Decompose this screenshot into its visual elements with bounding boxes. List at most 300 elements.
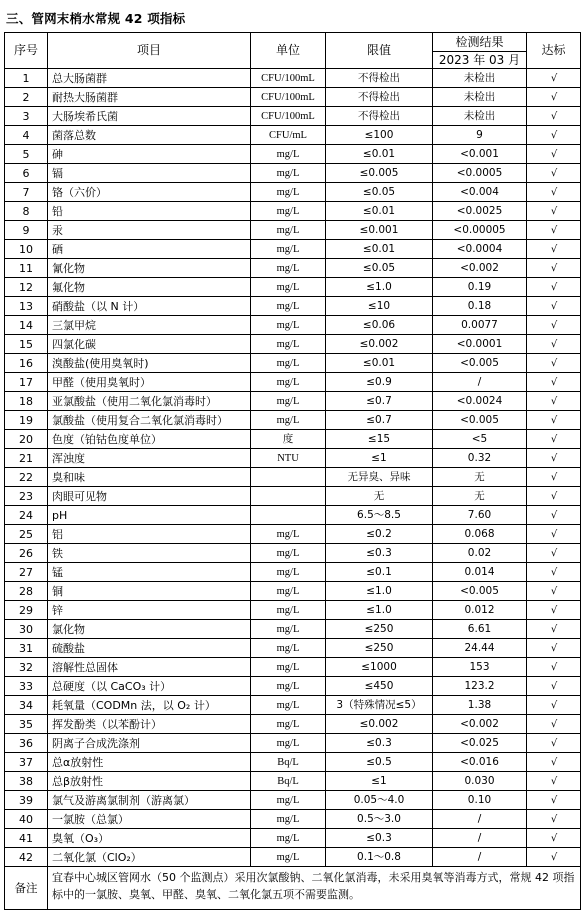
row-unit: mg/L — [251, 392, 326, 411]
row-item: 锌 — [48, 601, 251, 620]
row-unit — [251, 468, 326, 487]
row-limit: ≤0.001 — [326, 221, 433, 240]
row-item: 硝酸盐（以 N 计） — [48, 297, 251, 316]
row-number: 16 — [5, 354, 48, 373]
table-row — [5, 810, 581, 829]
row-limit: ≤0.2 — [326, 525, 433, 544]
row-pass-mark: √ — [527, 354, 581, 373]
row-limit: 不得检出 — [326, 69, 433, 88]
row-result: <0.025 — [433, 734, 527, 753]
row-item: 一氯胺（总氯） — [48, 810, 251, 829]
row-unit — [251, 506, 326, 525]
row-unit: mg/L — [251, 829, 326, 848]
row-result: 无 — [433, 468, 527, 487]
row-item: 氟化物 — [48, 278, 251, 297]
row-pass-mark: √ — [527, 468, 581, 487]
row-pass-mark: √ — [527, 88, 581, 107]
row-unit: mg/L — [251, 373, 326, 392]
row-unit: mg/L — [251, 411, 326, 430]
row-pass-mark: √ — [527, 69, 581, 88]
row-pass-mark: √ — [527, 240, 581, 259]
row-unit: mg/L — [251, 202, 326, 221]
table-row — [5, 677, 581, 696]
row-number: 12 — [5, 278, 48, 297]
row-limit: 3（特殊情况≤5） — [326, 696, 433, 715]
row-number: 6 — [5, 164, 48, 183]
row-limit: 0.1～0.8 — [326, 848, 433, 867]
row-pass-mark: √ — [527, 278, 581, 297]
row-item: 阴离子合成洗涤剂 — [48, 734, 251, 753]
table-row — [5, 525, 581, 544]
row-limit: ≤1.0 — [326, 278, 433, 297]
row-unit: mg/L — [251, 639, 326, 658]
header-unit: 单位 — [251, 33, 326, 69]
row-limit: 0.05～4.0 — [326, 791, 433, 810]
row-item: 挥发酚类（以苯酚计） — [48, 715, 251, 734]
table-row — [5, 316, 581, 335]
row-limit: 6.5～8.5 — [326, 506, 433, 525]
table-row — [5, 468, 581, 487]
row-item: 臭和味 — [48, 468, 251, 487]
row-item: 耗氧量（CODMn 法，以 O₂ 计） — [48, 696, 251, 715]
row-item: 甲醛（使用臭氧时） — [48, 373, 251, 392]
row-unit: mg/L — [251, 734, 326, 753]
row-pass-mark: √ — [527, 107, 581, 126]
header-result: 检测结果 — [433, 33, 527, 52]
row-result: <0.005 — [433, 411, 527, 430]
row-result: / — [433, 810, 527, 829]
row-pass-mark: √ — [527, 202, 581, 221]
row-pass-mark: √ — [527, 772, 581, 791]
row-item: 色度（铂钴色度单位） — [48, 430, 251, 449]
row-item: 溶解性总固体 — [48, 658, 251, 677]
table-row — [5, 563, 581, 582]
row-item: 铬（六价） — [48, 183, 251, 202]
row-limit: ≤0.1 — [326, 563, 433, 582]
row-unit: mg/L — [251, 582, 326, 601]
row-item: 菌落总数 — [48, 126, 251, 145]
row-item: 氯气及游离氯制剂（游离氯） — [48, 791, 251, 810]
row-limit: ≤0.002 — [326, 335, 433, 354]
row-number: 32 — [5, 658, 48, 677]
table-row — [5, 715, 581, 734]
row-number: 40 — [5, 810, 48, 829]
row-number: 10 — [5, 240, 48, 259]
table-row — [5, 373, 581, 392]
row-number: 8 — [5, 202, 48, 221]
row-limit: ≤250 — [326, 620, 433, 639]
row-pass-mark: √ — [527, 297, 581, 316]
row-item: 硒 — [48, 240, 251, 259]
row-pass-mark: √ — [527, 126, 581, 145]
row-number: 9 — [5, 221, 48, 240]
row-number: 4 — [5, 126, 48, 145]
row-unit: mg/L — [251, 677, 326, 696]
row-number: 5 — [5, 145, 48, 164]
row-pass-mark: √ — [527, 164, 581, 183]
row-item: 锰 — [48, 563, 251, 582]
table-row — [5, 506, 581, 525]
row-limit: ≤0.5 — [326, 753, 433, 772]
row-pass-mark: √ — [527, 620, 581, 639]
row-unit: CFU/100mL — [251, 107, 326, 126]
table-row — [5, 696, 581, 715]
header-item: 项目 — [48, 33, 251, 69]
row-pass-mark: √ — [527, 601, 581, 620]
row-pass-mark: √ — [527, 810, 581, 829]
row-result: <0.00005 — [433, 221, 527, 240]
table-row — [5, 183, 581, 202]
row-pass-mark: √ — [527, 639, 581, 658]
row-item: 总大肠菌群 — [48, 69, 251, 88]
row-unit: NTU — [251, 449, 326, 468]
row-limit: ≤10 — [326, 297, 433, 316]
row-limit: ≤0.06 — [326, 316, 433, 335]
row-pass-mark: √ — [527, 563, 581, 582]
header-pass: 达标 — [527, 33, 581, 69]
row-limit: ≤0.05 — [326, 259, 433, 278]
row-pass-mark: √ — [527, 791, 581, 810]
row-unit: Bq/L — [251, 772, 326, 791]
row-pass-mark: √ — [527, 145, 581, 164]
row-limit: ≤0.3 — [326, 734, 433, 753]
row-number: 28 — [5, 582, 48, 601]
water-quality-table — [4, 32, 581, 910]
row-pass-mark: √ — [527, 525, 581, 544]
row-unit: mg/L — [251, 601, 326, 620]
row-result: 153 — [433, 658, 527, 677]
table-row — [5, 240, 581, 259]
row-limit: ≤1.0 — [326, 582, 433, 601]
row-item: 铅 — [48, 202, 251, 221]
row-unit — [251, 487, 326, 506]
row-result: / — [433, 848, 527, 867]
row-result: 24.44 — [433, 639, 527, 658]
row-unit: CFU/100mL — [251, 69, 326, 88]
row-limit: ≤15 — [326, 430, 433, 449]
row-item: 臭氧（O₃） — [48, 829, 251, 848]
row-result: 0.18 — [433, 297, 527, 316]
row-result: <0.0024 — [433, 392, 527, 411]
row-number: 38 — [5, 772, 48, 791]
row-item: 镉 — [48, 164, 251, 183]
row-item: 浑浊度 — [48, 449, 251, 468]
row-result: 0.19 — [433, 278, 527, 297]
row-pass-mark: √ — [527, 544, 581, 563]
row-number: 7 — [5, 183, 48, 202]
row-number: 13 — [5, 297, 48, 316]
row-result: <0.0001 — [433, 335, 527, 354]
row-limit: ≤0.7 — [326, 392, 433, 411]
row-pass-mark: √ — [527, 753, 581, 772]
row-pass-mark: √ — [527, 677, 581, 696]
row-item: 四氯化碳 — [48, 335, 251, 354]
row-limit: 不得检出 — [326, 107, 433, 126]
row-unit: mg/L — [251, 620, 326, 639]
row-unit: mg/L — [251, 259, 326, 278]
row-result: <0.004 — [433, 183, 527, 202]
table-row — [5, 487, 581, 506]
row-unit: mg/L — [251, 563, 326, 582]
row-item: 铁 — [48, 544, 251, 563]
table-row — [5, 164, 581, 183]
row-unit: mg/L — [251, 848, 326, 867]
row-result: <0.005 — [433, 582, 527, 601]
row-item: 溴酸盐(使用臭氧时) — [48, 354, 251, 373]
table-row — [5, 734, 581, 753]
row-result: 0.030 — [433, 772, 527, 791]
row-result: <0.002 — [433, 259, 527, 278]
table-row — [5, 278, 581, 297]
table-row — [5, 126, 581, 145]
row-limit: ≤0.01 — [326, 202, 433, 221]
row-number: 1 — [5, 69, 48, 88]
row-number: 21 — [5, 449, 48, 468]
table-row — [5, 620, 581, 639]
row-number: 31 — [5, 639, 48, 658]
row-number: 17 — [5, 373, 48, 392]
row-unit: CFU/100mL — [251, 88, 326, 107]
row-result: 未检出 — [433, 107, 527, 126]
row-item: 亚氯酸盐（使用二氧化氯消毒时） — [48, 392, 251, 411]
row-number: 23 — [5, 487, 48, 506]
row-limit: ≤0.7 — [326, 411, 433, 430]
row-result: 未检出 — [433, 69, 527, 88]
row-pass-mark: √ — [527, 411, 581, 430]
header-no: 序号 — [5, 33, 48, 69]
row-number: 24 — [5, 506, 48, 525]
row-pass-mark: √ — [527, 696, 581, 715]
table-row — [5, 145, 581, 164]
row-pass-mark: √ — [527, 582, 581, 601]
row-result: / — [433, 373, 527, 392]
row-result: 0.0077 — [433, 316, 527, 335]
row-item: 总α放射性 — [48, 753, 251, 772]
row-item: 汞 — [48, 221, 251, 240]
row-result: 0.012 — [433, 601, 527, 620]
row-number: 14 — [5, 316, 48, 335]
row-item: 氯酸盐（使用复合二氧化氯消毒时） — [48, 411, 251, 430]
row-result: / — [433, 829, 527, 848]
row-pass-mark: √ — [527, 734, 581, 753]
row-unit: mg/L — [251, 316, 326, 335]
row-number: 36 — [5, 734, 48, 753]
row-unit: mg/L — [251, 145, 326, 164]
row-result: 未检出 — [433, 88, 527, 107]
row-number: 25 — [5, 525, 48, 544]
page-title: 三、管网末梢水常规 42 项指标 — [6, 11, 186, 26]
row-result: <0.0004 — [433, 240, 527, 259]
row-item: 总硬度（以 CaCO₃ 计） — [48, 677, 251, 696]
row-result: 1.38 — [433, 696, 527, 715]
row-number: 37 — [5, 753, 48, 772]
row-item: 铝 — [48, 525, 251, 544]
row-limit: ≤0.3 — [326, 829, 433, 848]
row-number: 29 — [5, 601, 48, 620]
row-result: <0.001 — [433, 145, 527, 164]
row-limit: ≤0.005 — [326, 164, 433, 183]
row-pass-mark: √ — [527, 658, 581, 677]
table-row — [5, 202, 581, 221]
row-number: 41 — [5, 829, 48, 848]
row-result: 0.10 — [433, 791, 527, 810]
row-number: 33 — [5, 677, 48, 696]
row-unit: 度 — [251, 430, 326, 449]
table-row — [5, 544, 581, 563]
row-item: 砷 — [48, 145, 251, 164]
row-number: 39 — [5, 791, 48, 810]
row-pass-mark: √ — [527, 430, 581, 449]
row-number: 42 — [5, 848, 48, 867]
table-row — [5, 411, 581, 430]
row-number: 26 — [5, 544, 48, 563]
row-unit: mg/L — [251, 164, 326, 183]
table-row — [5, 221, 581, 240]
row-unit: mg/L — [251, 297, 326, 316]
row-unit: mg/L — [251, 696, 326, 715]
table-row — [5, 259, 581, 278]
row-result: 0.068 — [433, 525, 527, 544]
row-unit: mg/L — [251, 810, 326, 829]
row-result: <0.002 — [433, 715, 527, 734]
row-result: <0.0025 — [433, 202, 527, 221]
row-unit: mg/L — [251, 791, 326, 810]
row-result: <0.0005 — [433, 164, 527, 183]
row-unit: mg/L — [251, 354, 326, 373]
row-limit: ≤250 — [326, 639, 433, 658]
row-item: 氰化物 — [48, 259, 251, 278]
header-result-date: 2023 年 03 月 — [433, 52, 527, 69]
row-pass-mark: √ — [527, 829, 581, 848]
row-unit: CFU/mL — [251, 126, 326, 145]
row-result: 0.014 — [433, 563, 527, 582]
row-limit: ≤1 — [326, 772, 433, 791]
row-limit: ≤100 — [326, 126, 433, 145]
row-number: 20 — [5, 430, 48, 449]
row-item: 硫酸盐 — [48, 639, 251, 658]
row-pass-mark: √ — [527, 715, 581, 734]
row-limit: ≤0.01 — [326, 354, 433, 373]
row-limit: 0.5～3.0 — [326, 810, 433, 829]
row-number: 15 — [5, 335, 48, 354]
table-row — [5, 582, 581, 601]
table-row — [5, 639, 581, 658]
row-limit: ≤0.01 — [326, 240, 433, 259]
table-row — [5, 848, 581, 867]
row-unit: mg/L — [251, 240, 326, 259]
row-limit: ≤0.9 — [326, 373, 433, 392]
row-unit: mg/L — [251, 525, 326, 544]
row-number: 3 — [5, 107, 48, 126]
table-row — [5, 69, 581, 88]
row-result: 123.2 — [433, 677, 527, 696]
row-limit: 无异臭、异味 — [326, 468, 433, 487]
row-item: 三氯甲烷 — [48, 316, 251, 335]
row-pass-mark: √ — [527, 392, 581, 411]
table-row — [5, 753, 581, 772]
row-result: 7.60 — [433, 506, 527, 525]
table-row — [5, 601, 581, 620]
row-pass-mark: √ — [527, 183, 581, 202]
row-item: 耐热大肠菌群 — [48, 88, 251, 107]
row-limit: 无 — [326, 487, 433, 506]
row-limit: 不得检出 — [326, 88, 433, 107]
row-item: 肉眼可见物 — [48, 487, 251, 506]
row-number: 2 — [5, 88, 48, 107]
row-limit: ≤0.01 — [326, 145, 433, 164]
row-item: pH — [48, 506, 251, 525]
table-row — [5, 791, 581, 810]
table-row — [5, 449, 581, 468]
row-number: 11 — [5, 259, 48, 278]
row-number: 22 — [5, 468, 48, 487]
row-unit: mg/L — [251, 544, 326, 563]
row-unit: Bq/L — [251, 753, 326, 772]
table-row — [5, 658, 581, 677]
header-limit: 限值 — [326, 33, 433, 69]
row-result: <5 — [433, 430, 527, 449]
row-unit: mg/L — [251, 658, 326, 677]
row-result: 6.61 — [433, 620, 527, 639]
table-row — [5, 829, 581, 848]
row-result: 0.02 — [433, 544, 527, 563]
row-limit: ≤0.002 — [326, 715, 433, 734]
table-row — [5, 772, 581, 791]
row-pass-mark: √ — [527, 487, 581, 506]
table-row — [5, 354, 581, 373]
row-number: 30 — [5, 620, 48, 639]
row-limit: ≤1.0 — [326, 601, 433, 620]
table-row — [5, 297, 581, 316]
row-limit: ≤1 — [326, 449, 433, 468]
row-result: 0.32 — [433, 449, 527, 468]
row-item: 铜 — [48, 582, 251, 601]
row-item: 总β放射性 — [48, 772, 251, 791]
row-result: <0.005 — [433, 354, 527, 373]
row-item: 大肠埃希氏菌 — [48, 107, 251, 126]
note-label: 备注 — [5, 867, 48, 910]
row-pass-mark: √ — [527, 221, 581, 240]
row-limit: ≤1000 — [326, 658, 433, 677]
row-pass-mark: √ — [527, 449, 581, 468]
row-number: 19 — [5, 411, 48, 430]
row-result: 9 — [433, 126, 527, 145]
row-number: 34 — [5, 696, 48, 715]
table-row — [5, 430, 581, 449]
row-number: 27 — [5, 563, 48, 582]
table-row — [5, 107, 581, 126]
row-number: 18 — [5, 392, 48, 411]
row-pass-mark: √ — [527, 316, 581, 335]
row-pass-mark: √ — [527, 848, 581, 867]
row-unit: mg/L — [251, 183, 326, 202]
table-body — [5, 69, 581, 867]
row-pass-mark: √ — [527, 259, 581, 278]
row-unit: mg/L — [251, 715, 326, 734]
row-unit: mg/L — [251, 221, 326, 240]
row-pass-mark: √ — [527, 506, 581, 525]
table-row — [5, 335, 581, 354]
note-text: 宜春中心城区管网水（50 个监测点）采用次氯酸钠、二氧化氯消毒，未采用臭氧等消毒方式，常规 42 项指标中的一氯胺、臭氧、甲醛、臭氧、二氧化氯五项不需要监测。 — [48, 867, 581, 910]
row-pass-mark: √ — [527, 335, 581, 354]
row-unit: mg/L — [251, 335, 326, 354]
row-item: 氯化物 — [48, 620, 251, 639]
row-number: 35 — [5, 715, 48, 734]
row-pass-mark: √ — [527, 373, 581, 392]
table-row — [5, 88, 581, 107]
row-limit: ≤0.05 — [326, 183, 433, 202]
table-row — [5, 392, 581, 411]
